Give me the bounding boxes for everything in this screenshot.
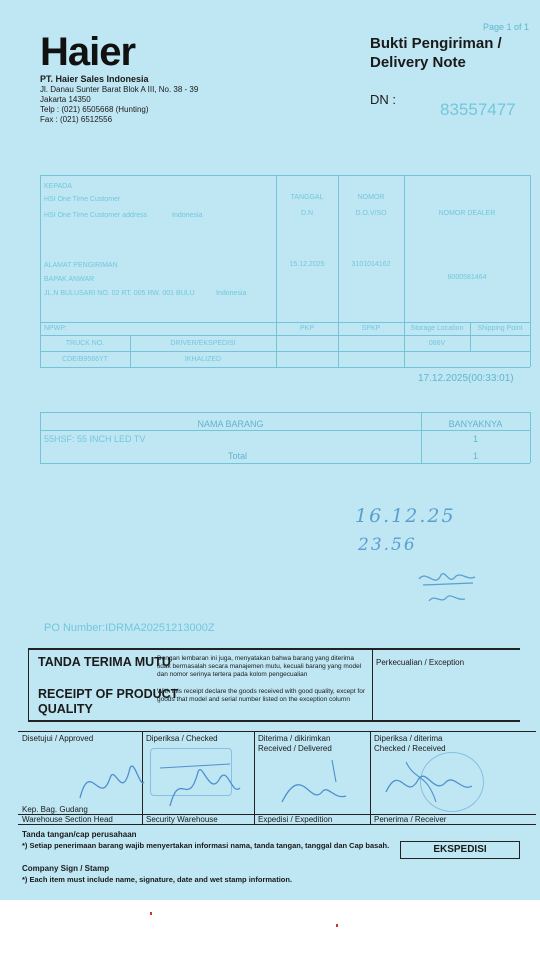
po-number: PO Number:IDRMA20251213000Z — [44, 622, 215, 634]
total-qty: 1 — [472, 451, 478, 461]
company-fax: Fax : (021) 6512556 — [40, 115, 113, 124]
alamat-address: JL.N BULUSARI NO. 02 RT. 005 RW. 001 BULU — [44, 290, 195, 297]
received-delivered-label-2: Received / Delivered — [258, 744, 332, 753]
checked-received-label-2: Checked / Received — [374, 744, 446, 753]
receipt-title-en-2: QUALITY — [38, 702, 93, 716]
driver-label: DRIVER/EKSPEDISI — [170, 340, 236, 347]
storage-location-label: Storage Location — [410, 325, 464, 332]
warehouse-signatures — [60, 748, 250, 816]
dn-label: DN : — [370, 92, 396, 107]
pkp-label: PKP — [299, 325, 314, 332]
expedition-label: Expedisi / Expedition — [258, 815, 333, 824]
tanggal-label: TANGGAL — [290, 194, 324, 201]
spkp-label: SPKP — [361, 325, 381, 332]
doc-title-id: Bukti Pengiriman / — [370, 35, 502, 52]
order-value: 3101014162 — [351, 261, 391, 268]
kepada-country: Indonesia — [172, 212, 203, 219]
receipt-text-en: With this receipt declare the goods received with good quality, except for goods that model and serial number listed on the exception column — [157, 688, 365, 703]
item-qty: 1 — [472, 434, 478, 444]
sign-en-title: Company Sign / Stamp — [22, 864, 110, 873]
receipt-text-id: Dengan lembaran ini juga, menyatakan bahwa barang yang diterima tidak bermasalah secara manajemen mutu, kecuali barang yang model dan nomor serinya tertera pada kolom pengecualian — [157, 655, 362, 678]
kepada-label: KEPADA — [44, 183, 72, 190]
ekspedisi-box: EKSPEDISI — [400, 841, 520, 859]
kepada-address: HSI One Time Customer address — [44, 212, 148, 219]
truck-value: CDE/B9566YT — [62, 356, 108, 363]
sign-id-title: Tanda tangan/cap perusahaan — [22, 830, 137, 839]
dealer-label: NOMOR DEALER — [438, 210, 496, 217]
security-label: Security Warehouse — [146, 815, 218, 824]
approved-label: Disetujui / Approved — [22, 734, 94, 743]
storage-value: 086V — [428, 340, 446, 347]
checked-received-label-1: Diperiksa / diterima — [374, 734, 443, 743]
handwritten-signature — [415, 565, 485, 610]
nomor-sub: D.O.V/SO — [355, 210, 387, 217]
date-value: 15.12.2025 — [289, 261, 325, 268]
head-label-2: Warehouse Section Head — [22, 815, 113, 824]
doc-title-en: Delivery Note — [370, 54, 466, 71]
receiver-signature — [376, 752, 486, 812]
scan-speck — [150, 912, 152, 915]
kepada-name: HSI One Time Customer — [44, 196, 121, 203]
item-name: 55HSF: 55 INCH LED TV — [44, 434, 146, 444]
tanggal-sub: D.N — [300, 210, 314, 217]
dealer-value: 6000581464 — [447, 274, 487, 281]
haier-logo: Haier — [40, 30, 136, 74]
receiver-label: Penerima / Receiver — [374, 815, 447, 824]
handwritten-date: 16.12.25 — [355, 505, 456, 527]
company-phone: Telp : (021) 6505668 (Hunting) — [40, 105, 149, 114]
sign-en-note: *) Each item must include name, signature, date and wet stamp information. — [22, 875, 293, 884]
shipping-point-label: Shipping Point — [477, 325, 523, 332]
receipt-title-id: TANDA TERIMA MUTU — [38, 655, 171, 669]
expedition-signature — [262, 752, 362, 812]
total-label: Total — [228, 451, 248, 461]
handwritten-time: 23.56 — [358, 535, 417, 555]
alamat-label: ALAMAT PENGIRIMAN — [44, 262, 118, 269]
company-city: Jakarta 14350 — [40, 95, 91, 104]
col-banyaknya: BANYAKNYA — [448, 419, 503, 429]
col-nama-barang: NAMA BARANG — [197, 419, 264, 429]
driver-value: IKHALIZED — [184, 356, 222, 363]
alamat-country: Indonesia — [216, 290, 247, 297]
receipt-title-en-1: RECEIPT OF PRODUCT — [38, 687, 179, 701]
checked-label: Diperiksa / Checked — [146, 734, 218, 743]
npwp-label: NPWP: — [44, 325, 67, 332]
truck-label: TRUCK NO. — [65, 340, 105, 347]
page-indicator: Page 1 of 1 — [483, 22, 530, 32]
head-label-1: Kep. Bag. Gudang — [22, 805, 88, 814]
printed-timestamp: 17.12.2025(00:33:01) — [418, 373, 514, 384]
scan-speck — [336, 924, 338, 927]
company-address: Jl. Danau Sunter Barat Blok A III, No. 38 - 39 — [40, 85, 199, 94]
sign-id-note: *) Setiap penerimaan barang wajib menyertakan informasi nama, tanda tangan, tanggal dan Cap basah. — [22, 841, 390, 850]
exception-label: Perkecualian / Exception — [376, 658, 465, 667]
nomor-label: NOMOR — [357, 194, 385, 201]
company-name: PT. Haier Sales Indonesia — [40, 74, 149, 84]
received-delivered-label-1: Diterima / dikirimkan — [258, 734, 331, 743]
dn-number: 83557477 — [440, 100, 516, 119]
alamat-name: BAPAK ANWAR — [44, 276, 95, 283]
